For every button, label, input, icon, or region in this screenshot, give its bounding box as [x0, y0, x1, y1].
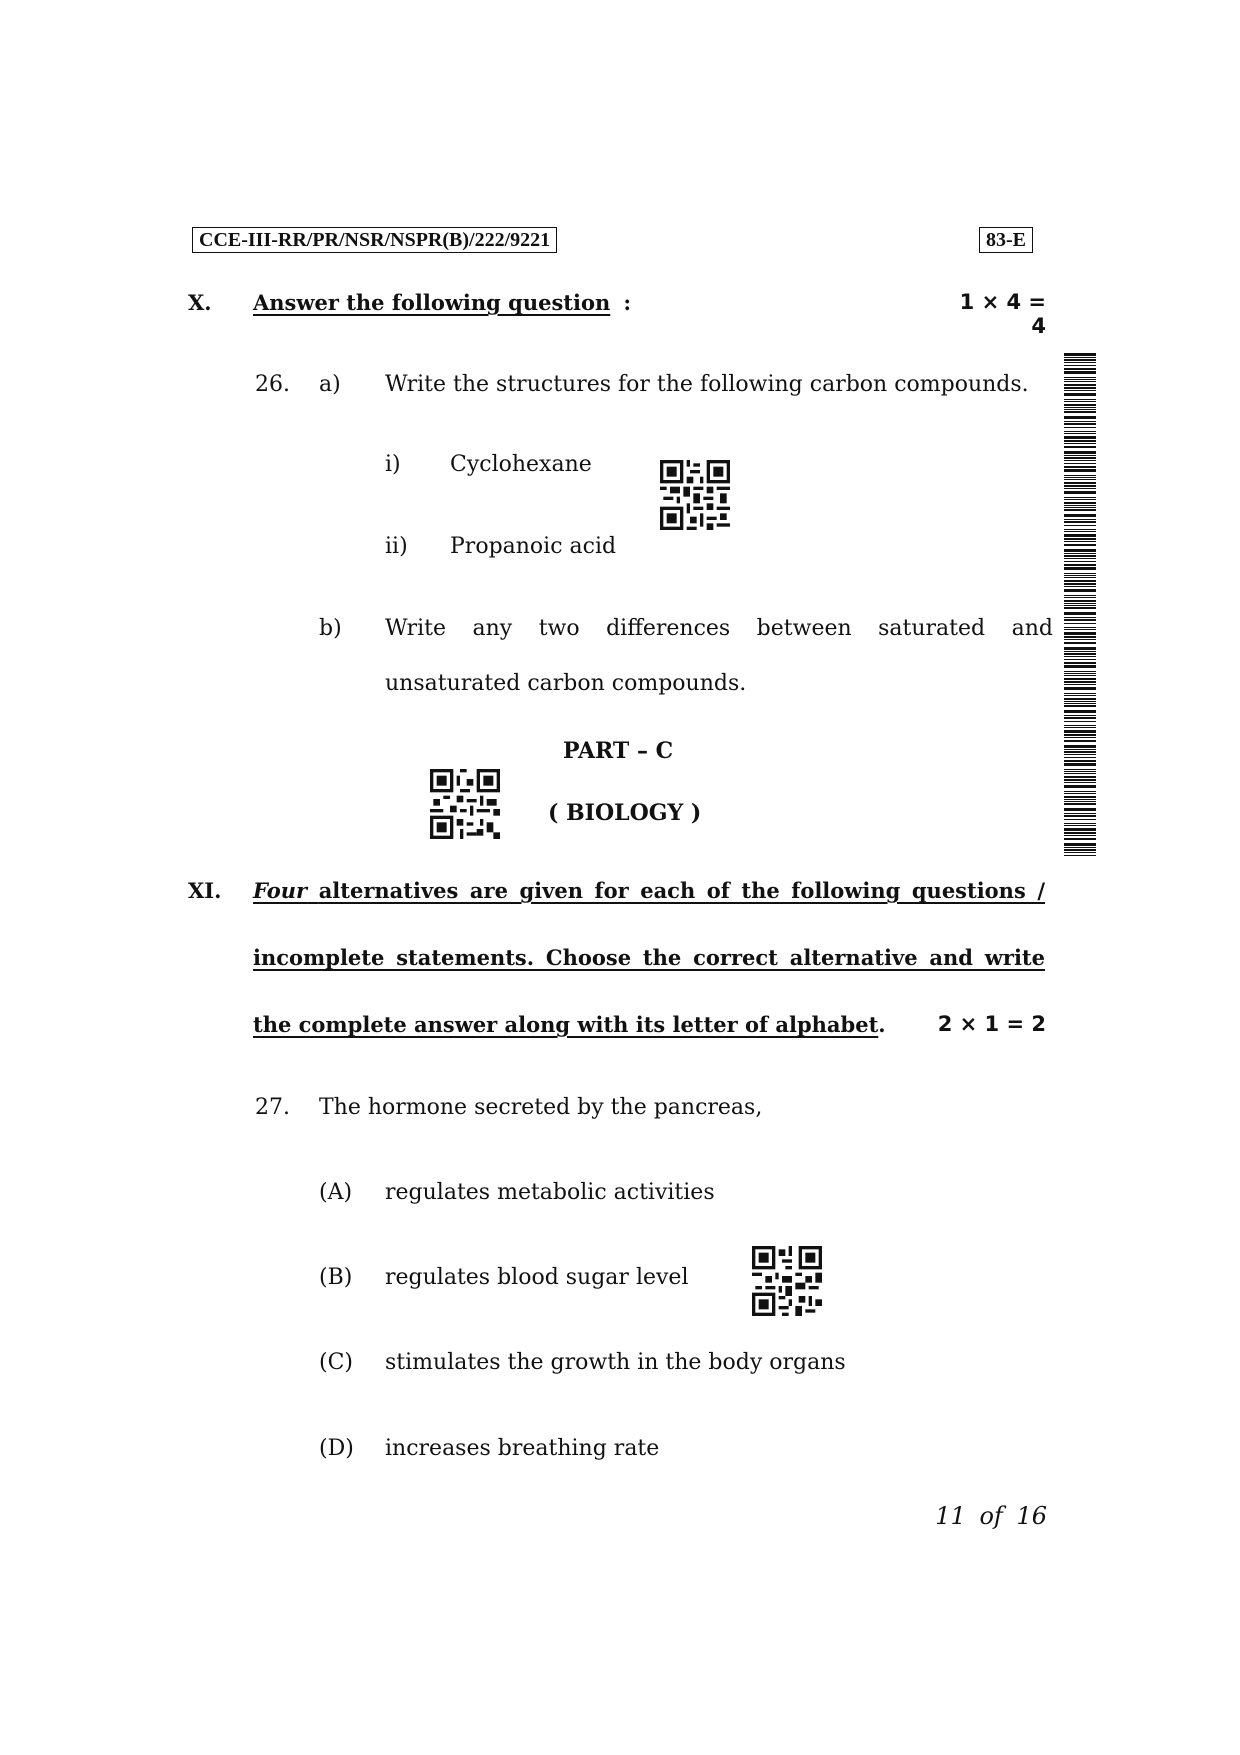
barcode-bar — [1064, 693, 1096, 694]
word: and — [1011, 616, 1053, 641]
barcode-bar — [1064, 605, 1096, 606]
barcode-bar — [1064, 617, 1096, 618]
barcode-bar — [1064, 760, 1096, 762]
barcode-bar — [1064, 387, 1096, 389]
barcode-bar — [1064, 717, 1096, 719]
page-total: 16 — [1016, 1502, 1047, 1530]
paper-code: CCE-III-RR/PR/NSR/NSPR(B)/222/9221 — [199, 229, 551, 251]
barcode-bar — [1064, 477, 1096, 478]
barcode-bar — [1064, 460, 1096, 461]
barcode-bar — [1064, 619, 1096, 621]
barcode-bar — [1064, 499, 1096, 500]
barcode-bar — [1064, 825, 1096, 826]
barcode-bar — [1064, 757, 1096, 758]
section-xi-line3-row — [253, 1012, 886, 1037]
barcode-bar — [1064, 703, 1096, 704]
barcode-bar — [1064, 603, 1096, 604]
barcode-bar — [1064, 514, 1096, 517]
word: Write — [385, 616, 447, 641]
barcode-bar — [1064, 534, 1096, 537]
barcode-bar — [1064, 607, 1096, 609]
barcode-bar — [1064, 597, 1096, 598]
word: saturated — [878, 616, 986, 641]
barcode-bar — [1064, 365, 1096, 366]
paper-code-box — [192, 227, 557, 253]
barcode-bar — [1064, 632, 1096, 635]
barcode-bar — [1064, 803, 1096, 805]
section-x-marks: 1 × 4 = 4 — [959, 290, 1046, 338]
barcode-bar — [1064, 457, 1096, 459]
section-x-number: X. — [188, 290, 212, 315]
qr-code-icon — [660, 460, 730, 530]
option-b-text: regulates blood sugar level — [385, 1265, 689, 1290]
barcode-bar — [1064, 577, 1096, 578]
barcode-icon — [1064, 353, 1096, 857]
barcode-bar — [1064, 436, 1096, 439]
question-27-number: 27. — [255, 1095, 290, 1120]
barcode-bar — [1064, 695, 1096, 696]
option-c-label: (C) — [319, 1350, 353, 1375]
part-c-title: PART – C — [563, 738, 674, 764]
question-27-stem: The hormone secreted by the pancreas, — [319, 1095, 763, 1120]
barcode-bar — [1064, 612, 1096, 615]
section-xi-marks: 2 × 1 = 2 — [937, 1012, 1046, 1036]
barcode-bar — [1064, 808, 1096, 811]
barcode-bar — [1064, 773, 1096, 774]
barcode-bar — [1064, 749, 1096, 750]
barcode-bar — [1064, 469, 1096, 472]
section-x-colon: : — [623, 290, 632, 315]
question-26-part-a-label: a) — [319, 372, 341, 397]
barcode-bar — [1064, 541, 1096, 542]
barcode-bar — [1064, 482, 1096, 484]
barcode-bar — [1064, 751, 1096, 753]
question-26-part-b-label: b) — [319, 616, 342, 641]
barcode-bar — [1064, 423, 1096, 425]
option-a-text: regulates metabolic activities — [385, 1180, 715, 1205]
barcode-bar — [1064, 544, 1096, 546]
barcode-bar — [1064, 776, 1096, 778]
barcode-bar — [1064, 555, 1096, 557]
barcode-bar — [1064, 525, 1096, 526]
question-26-sub-i-label: i) — [385, 452, 401, 477]
barcode-bar — [1064, 411, 1096, 413]
barcode-bar — [1064, 553, 1096, 554]
question-26-sub-i-text: Cyclohexane — [450, 452, 592, 477]
barcode-bar — [1064, 828, 1096, 831]
barcode-bar — [1064, 675, 1096, 676]
question-26-part-a-text: Write the structures for the following carbon compounds. — [385, 372, 1029, 397]
option-d-text: increases breathing rate — [385, 1436, 660, 1461]
barcode-bar — [1064, 399, 1096, 400]
barcode-bar — [1064, 519, 1096, 520]
barcode-bar — [1064, 852, 1096, 853]
word: between — [756, 616, 852, 641]
page-number — [935, 1502, 1047, 1530]
barcode-bar — [1064, 531, 1096, 532]
barcode-bar — [1064, 357, 1096, 358]
barcode-bar — [1064, 843, 1096, 846]
barcode-bar — [1064, 796, 1096, 798]
word: two — [538, 616, 580, 641]
section-xi-line1 — [253, 878, 1045, 903]
barcode-bar — [1064, 629, 1096, 630]
section-xi-line3-end: . — [878, 1012, 886, 1037]
barcode-bar — [1064, 687, 1096, 690]
barcode-bar — [1064, 785, 1096, 788]
barcode-bar — [1064, 427, 1096, 428]
barcode-bar — [1064, 433, 1096, 434]
barcode-bar — [1064, 600, 1096, 602]
barcode-bar — [1064, 404, 1096, 406]
subject-code: 83-E — [986, 229, 1026, 251]
barcode-bar — [1064, 627, 1096, 628]
barcode-bar — [1064, 819, 1096, 820]
barcode-bar — [1064, 564, 1096, 566]
barcode-bar — [1064, 455, 1096, 456]
barcode-bar — [1064, 642, 1096, 644]
barcode-bar — [1064, 698, 1096, 700]
barcode-bar — [1064, 368, 1096, 370]
barcode-bar — [1064, 409, 1096, 410]
barcode-bar — [1064, 509, 1096, 511]
barcode-bar — [1064, 538, 1096, 540]
option-b-label: (B) — [319, 1265, 353, 1290]
section-x-heading-row — [253, 290, 631, 315]
barcode-bar — [1064, 362, 1096, 363]
barcode-bar — [1064, 466, 1096, 468]
barcode-bar — [1064, 416, 1096, 419]
barcode-bar — [1064, 401, 1096, 402]
option-a-label: (A) — [319, 1180, 353, 1205]
subject-code-box — [979, 227, 1033, 253]
barcode-bar — [1064, 710, 1096, 713]
barcode-bar — [1064, 623, 1096, 624]
barcode-bar — [1064, 595, 1096, 596]
barcode-bar — [1064, 497, 1096, 498]
barcode-bar — [1064, 440, 1096, 442]
barcode-bar — [1064, 589, 1096, 592]
barcode-bar — [1064, 769, 1096, 770]
barcode-bar — [1064, 681, 1096, 683]
barcode-bar — [1064, 583, 1096, 585]
barcode-bar — [1064, 653, 1096, 655]
barcode-bar — [1064, 678, 1096, 680]
barcode-bar — [1064, 407, 1096, 408]
barcode-bar — [1064, 721, 1096, 722]
barcode-bar — [1064, 580, 1096, 582]
option-d-label: (D) — [319, 1436, 354, 1461]
barcode-bar — [1064, 381, 1096, 382]
barcode-bar — [1064, 558, 1096, 559]
barcode-bar — [1064, 659, 1096, 660]
barcode-bar — [1064, 521, 1096, 523]
section-xi-line3: the complete answer along with its letter of alphabet — [253, 1012, 879, 1037]
barcode-bar — [1064, 575, 1096, 576]
barcode-bar — [1064, 745, 1096, 748]
barcode-bar — [1064, 384, 1096, 386]
barcode-bar — [1064, 485, 1096, 487]
barcode-bar — [1064, 359, 1096, 361]
barcode-bar — [1064, 421, 1096, 422]
barcode-bar — [1064, 701, 1096, 702]
barcode-bar — [1064, 651, 1096, 652]
question-26-part-b-line2: unsaturated carbon compounds. — [385, 671, 747, 696]
question-26-number: 26. — [255, 372, 290, 397]
barcode-bar — [1064, 838, 1096, 840]
barcode-bar — [1064, 393, 1096, 396]
barcode-bar — [1064, 647, 1096, 650]
option-c-text: stimulates the growth in the body organs — [385, 1350, 846, 1375]
section-xi-line2: incomplete statements. Choose the correct alternative and write — [253, 945, 1045, 970]
barcode-bar — [1064, 782, 1096, 783]
barcode-bar — [1064, 847, 1096, 848]
barcode-bar — [1064, 573, 1096, 574]
question-26-sub-ii-label: ii) — [385, 534, 408, 559]
barcode-bar — [1064, 662, 1096, 664]
barcode-bar — [1064, 451, 1096, 454]
barcode-bar — [1064, 791, 1096, 792]
barcode-bar — [1064, 549, 1096, 552]
barcode-bar — [1064, 801, 1096, 802]
barcode-bar — [1064, 771, 1096, 772]
barcode-bar — [1064, 823, 1096, 824]
part-c-subject: ( BIOLOGY ) — [548, 800, 702, 826]
barcode-bar — [1064, 730, 1096, 733]
barcode-bar — [1064, 815, 1096, 817]
barcode-bar — [1064, 715, 1096, 716]
barcode-bar — [1064, 507, 1096, 508]
section-xi-line1-italic: Four — [253, 878, 308, 903]
barcode-bar — [1064, 849, 1096, 851]
barcode-bar — [1064, 725, 1096, 726]
qr-code-icon — [752, 1246, 822, 1316]
barcode-bar — [1064, 479, 1096, 480]
barcode-bar — [1064, 684, 1096, 685]
barcode-bar — [1064, 656, 1096, 657]
barcode-bar — [1064, 737, 1096, 738]
barcode-bar — [1064, 740, 1096, 742]
barcode-bar — [1064, 463, 1096, 464]
barcode-bar — [1064, 377, 1096, 378]
barcode-bar — [1064, 639, 1096, 640]
barcode-bar — [1064, 855, 1096, 856]
section-xi-line1-rest: alternatives are given for each of the following questions / — [318, 878, 1046, 903]
barcode-bar — [1064, 446, 1096, 448]
barcode-bar — [1064, 665, 1096, 668]
barcode-bar — [1064, 567, 1096, 570]
question-26-part-b-line1 — [385, 616, 1053, 641]
barcode-bar — [1064, 727, 1096, 728]
barcode-bar — [1064, 371, 1096, 374]
barcode-bar — [1064, 505, 1096, 506]
barcode-bar — [1064, 763, 1096, 766]
qr-code-icon — [430, 769, 500, 839]
barcode-bar — [1064, 431, 1096, 432]
word: differences — [606, 616, 731, 641]
barcode-bar — [1064, 779, 1096, 781]
section-xi-number: XI. — [188, 878, 222, 903]
barcode-bar — [1064, 475, 1096, 476]
barcode-bar — [1064, 754, 1096, 755]
barcode-bar — [1064, 390, 1096, 391]
barcode-bar — [1064, 636, 1096, 638]
barcode-bar — [1064, 443, 1096, 444]
word: any — [472, 616, 513, 641]
barcode-bar — [1064, 491, 1096, 494]
barcode-bar — [1064, 705, 1096, 707]
page-current: 11 — [935, 1502, 966, 1530]
barcode-bar — [1064, 832, 1096, 834]
question-26-sub-ii-text: Propanoic acid — [450, 534, 617, 559]
barcode-bar — [1064, 379, 1096, 380]
barcode-bar — [1064, 793, 1096, 794]
section-x-heading: Answer the following question — [253, 290, 611, 315]
barcode-bar — [1064, 671, 1096, 672]
barcode-bar — [1064, 353, 1096, 356]
barcode-bar — [1064, 586, 1096, 587]
page-of: of — [979, 1502, 1003, 1530]
barcode-bar — [1064, 799, 1096, 800]
barcode-bar — [1064, 813, 1096, 814]
barcode-bar — [1064, 734, 1096, 736]
barcode-bar — [1064, 835, 1096, 836]
barcode-bar — [1064, 673, 1096, 674]
barcode-bar — [1064, 561, 1096, 562]
barcode-bar — [1064, 502, 1096, 504]
barcode-bar — [1064, 529, 1096, 530]
barcode-bar — [1064, 488, 1096, 489]
